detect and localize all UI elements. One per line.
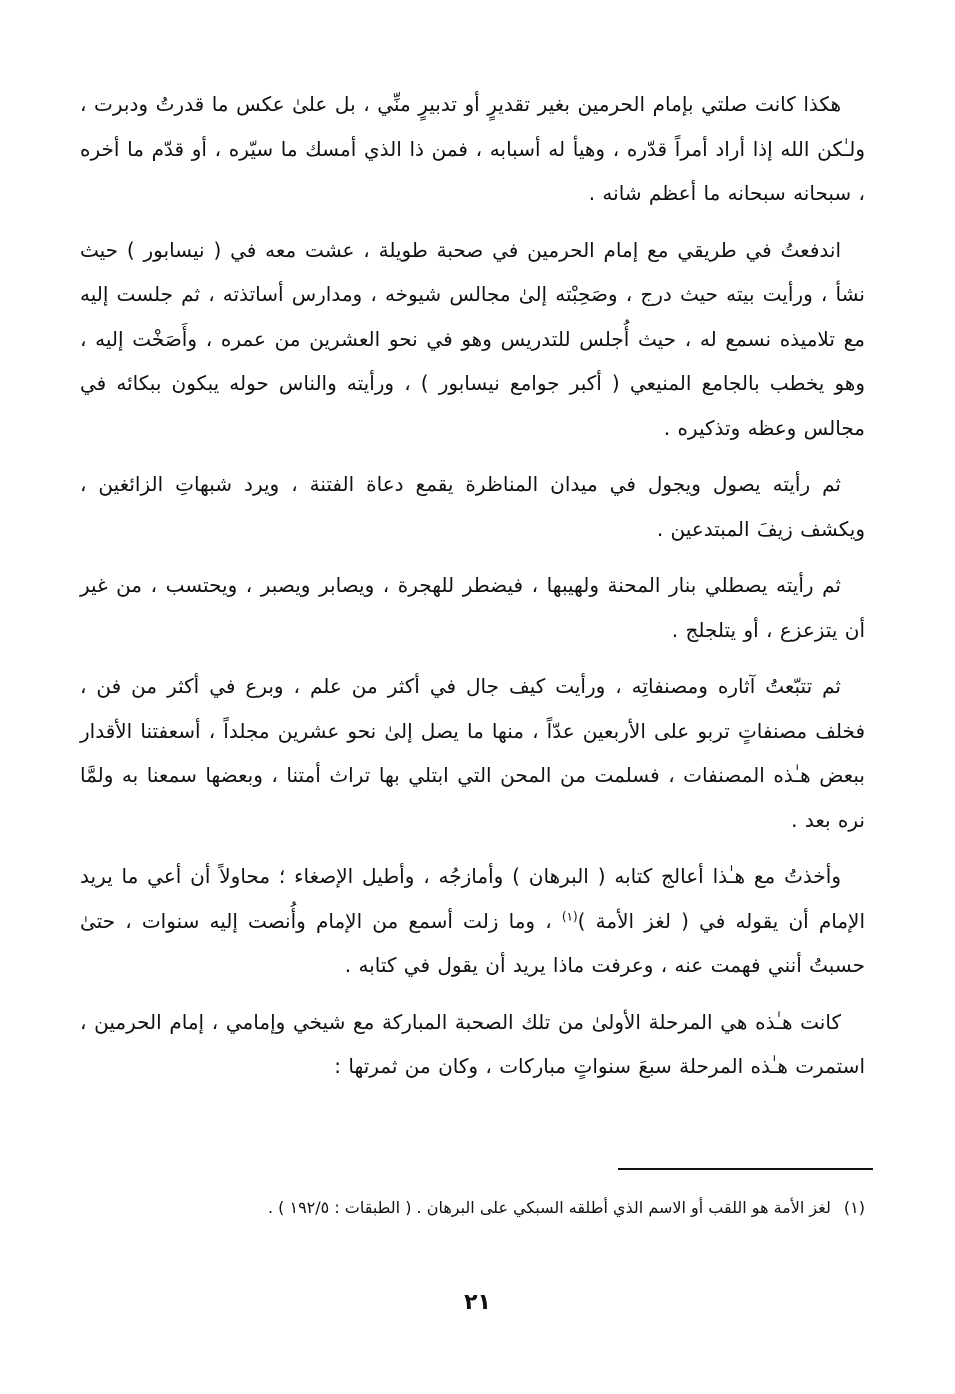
- page-number: ٢١: [464, 1290, 491, 1315]
- paragraph-2: اندفعتُ في طريقي مع إمام الحرمين في صحبة طويلة ، عشت معه في ( نيسابور ) حيث نشأ ، ورأيت بيته حيث درج ، وصَحِبْته إلىٰ مجالس شيوخه ، ومدارس أساتذته ، ثم جلست إليه مع تلاميذه نسمع له ، حيث أُجلس للتدريس وهو في نحو العشرين من عمره ، وأَصَخْت إليه ، وهو يخطب بالجامع المنيعي ( أكبر جوامع نيسابور ) ، ورأيته والناس حوله يبكون ببكائه في مجالس وعظه وتذكيره .: [80, 237, 865, 440]
- paragraph-7: كانت هـٰذه هي المرحلة الأولىٰ من تلك الصحبة المباركة مع شيخي وإمامي ، إمام الحرمين ، استمرت هـٰذه المرحلة سبعَ سنواتٍ مباركات ، وكان من ثمرتها :: [80, 1009, 865, 1078]
- paragraph-4: ثم رأيته يصطلي بنار المحنة ولهيبها ، فيضطر للهجرة ، ويصابر ويصبر ، ويحتسب ، من غير أن يتزعزع ، أو يتلجلج .: [80, 573, 865, 642]
- paragraph-6-text-after-note: ، وما زلت أسمع من الإمام وأُنصت إليه سنوات ، حتىٰ حسبتُ أنني فهمت عنه ، وعرفت ماذا يريد أن يقول في كتابه .: [80, 908, 865, 977]
- footnote-reference-marker: (١): [561, 908, 578, 923]
- paragraph-6-text-before-note: وأخذتُ مع هـٰذا أعالج كتابه ( البرهان ) وأمازجُه ، وأطيل الإصغاء ؛ محاولاً أن أعي ما يريد الإمام أن يقوله في ( لغز الأمة ): [80, 864, 865, 933]
- paragraph-3: ثم رأيته يصول ويجول في ميدان المناظرة يقمع دعاة الفتنة ، ويرد شبهاتِ الزائغين ، ويكشف زيفَ المبتدعين .: [80, 472, 865, 541]
- footnote-separator-line: [618, 1168, 873, 1170]
- main-text-block: [80, 82, 865, 1101]
- footnote-marker: (١): [843, 1198, 865, 1217]
- paragraph-6: [80, 854, 865, 988]
- footnote-text: لغز الأمة هو اللقب أو الاسم الذي أطلقه السبكي على البرهان . ( الطبقات : ١٩٢/٥ ) .: [267, 1198, 831, 1217]
- paragraph-5: ثم تتبّعتُ آثاره ومصنفاتِه ، ورأيت كيف جال في أكثر من علم ، وبرع في أكثر من فن ، فخلف مصنفاتٍ تربو على الأربعين عدّاً ، منها ما يصل إلىٰ نحو عشرين مجلداً ، أسعفتنا الأقدار ببعض هـٰذه المصنفات ، فسلمت من المحن التي ابتلي بها تراث أمتنا ، وبعضها سمعنا به ولمَّا نره بعد .: [80, 674, 865, 832]
- paragraph-1: هكذا كانت صلتي بإمام الحرمين بغير تقديرٍ أو تدبيرٍ منِّي ، بل علىٰ عكس ما قدرتُ ودبرت ، ولـٰكن الله إذا أراد أمراً قدّره ، وهيأ له أسبابه ، فمن ذا الذي أمسك ما سيّره ، أو قدّم ما أخره ، سبحانه سبحانه ما أعظم شانه .: [80, 92, 865, 205]
- footnote: [80, 1193, 865, 1223]
